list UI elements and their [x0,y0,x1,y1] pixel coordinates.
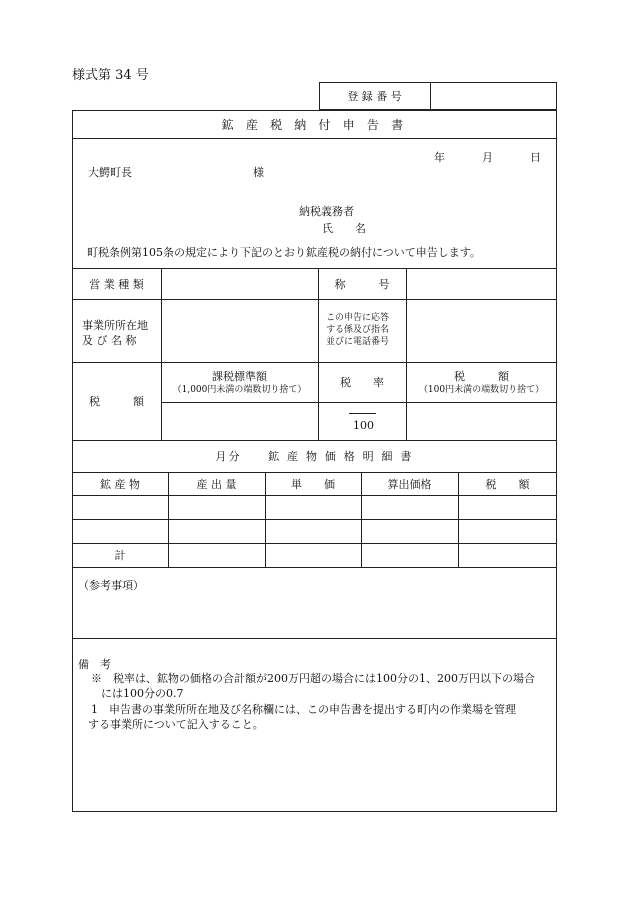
detail-header-tax: 税 額 [485,477,530,491]
detail-cell[interactable] [362,496,458,519]
reference-label: （参考事項） [78,579,144,592]
tax-rate-label: 税 率 [340,376,384,389]
rule-567 [72,567,557,568]
trade-name-input[interactable] [407,268,557,299]
detail-cell[interactable] [169,520,265,543]
detail-total-cell[interactable] [459,544,557,567]
detail-header-calculated-price: 算出価格 [387,477,432,491]
detail-cell[interactable] [73,496,168,519]
rate-denominator: 100 [353,419,374,432]
detail-cell[interactable] [459,496,557,519]
contact-label [326,312,389,348]
registration-input[interactable] [431,82,557,110]
rate-fraction-bar [349,413,376,414]
taxable-base-input[interactable] [162,403,318,440]
office-location-line-2: 及 び 名 称 [82,334,137,347]
date-month: 月 [482,151,493,164]
detail-cell[interactable] [169,496,265,519]
detail-title-text: 月分 鉱 産 物 価 格 明 細 書 [215,450,414,463]
contact-line-2: する係及び指名 [326,325,390,335]
tax-amount-label: 税 額 [454,370,509,383]
taxable-base-label: 課税標準額 [212,370,267,383]
detail-total-cell[interactable] [266,544,361,567]
detail-header-unit-price: 単 価 [291,477,335,491]
title-rule [72,138,557,139]
contact-line-1: この申告に応答 [326,313,390,323]
detail-cell[interactable] [73,520,168,543]
business-type-input[interactable] [162,268,318,299]
trade-name-label: 称 号 [334,277,390,291]
tax-amount-header [406,368,557,396]
tax-label: 税 額 [89,395,144,408]
detail-total-cell[interactable] [169,544,265,567]
taxable-base-header [161,368,318,396]
taxpayer-name-label: 氏 名 [322,222,366,235]
detail-cell[interactable] [266,520,361,543]
taxpayer-label: 納税義務者 [299,205,354,218]
office-location-input[interactable] [162,300,318,362]
notes-title: 備 考 [78,658,111,671]
note-line-3: 1 申告書の事業所所在地及び名称欄には、この申告書を提出する町内の作業場を管理 [91,703,516,716]
rule-638 [72,638,557,639]
office-location-line-1: 事業所所在地 [82,319,148,332]
taxable-base-note: （1,000円未満の端数切り捨て） [172,385,307,395]
note-line-2: には100分の0.7 [101,687,184,700]
business-type-label: 営 業 種 類 [89,277,144,291]
detail-cell[interactable] [266,496,361,519]
detail-title [72,440,557,472]
form-number: 様式第 34 号 [72,68,149,83]
detail-cell[interactable] [362,520,458,543]
contact-line-3: 並びに電話番号 [326,337,390,347]
addressee-honorific: 様 [253,166,264,179]
office-location-label [82,318,148,348]
detail-total-label: 計 [114,549,126,562]
reference-input[interactable] [73,595,557,637]
note-line-4: する事業所について記入すること。 [88,718,264,731]
detail-header-output: 産 出 量 [196,477,237,491]
date-day: 日 [530,151,541,164]
tax-amount-input[interactable] [407,403,557,440]
date-year: 年 [434,151,445,164]
addressee-name: 大鰐町長 [88,166,132,179]
tax-amount-note: （100円未満の端数切り捨て） [418,385,545,395]
detail-cell[interactable] [459,520,557,543]
detail-header-mineral: 鉱 産 物 [100,477,140,491]
registration-label: 登 録 番 号 [347,90,402,103]
detail-total-cell[interactable] [362,544,458,567]
form-title: 鉱 産 税 納 付 申 告 書 [221,117,408,132]
contact-input[interactable] [407,300,557,362]
declaration-text: 町税条例第105条の規定により下記のとおり鉱産税の納付について申告します。 [87,246,481,259]
note-line-1: ※ 税率は、鉱物の価格の合計額が200万円超の場合には100分の1、200万円以下の場合 [91,672,535,685]
